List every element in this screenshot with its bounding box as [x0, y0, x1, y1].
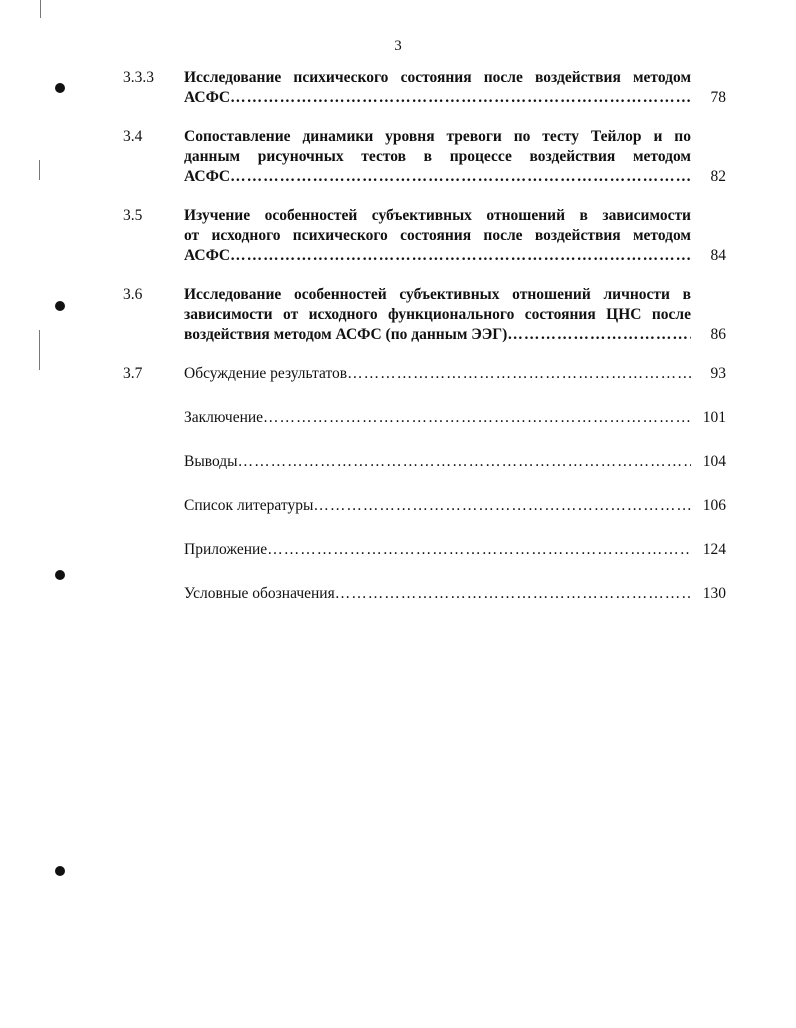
toc-page-number: 86 [710, 326, 726, 343]
toc-page-number: 84 [710, 247, 726, 264]
toc-title-line [184, 246, 691, 266]
binder-hole-mark [55, 301, 65, 311]
toc-entry-number: 3.3.3 [123, 69, 154, 86]
toc-title-line: Изучение особенностей субъективных отношений в зависимости [184, 207, 691, 224]
toc-title-line [184, 584, 691, 604]
toc-page-number: 93 [710, 365, 726, 382]
toc-title-line [184, 540, 691, 560]
toc-title-line: данным рисуночных тестов в процессе воздействия методом [184, 148, 691, 165]
binder-hole-mark [55, 570, 65, 580]
toc-page-number: 124 [702, 541, 726, 558]
toc-title-line: Исследование психического состояния после воздействия методом [184, 69, 691, 86]
toc-title-text: Приложение [184, 541, 268, 558]
toc-title-line [184, 496, 691, 516]
scan-edge-line [39, 330, 40, 370]
dot-leader [507, 325, 691, 345]
dot-leader [267, 540, 691, 560]
dot-leader [335, 584, 691, 604]
toc-entry-number: 3.4 [123, 128, 143, 145]
toc-title-text: АСФС [184, 247, 231, 264]
toc-page-number: 78 [710, 89, 726, 106]
scan-edge-line [39, 160, 40, 180]
binder-hole-mark [55, 83, 65, 93]
toc-title-text: Выводы [184, 453, 238, 470]
dot-leader [347, 364, 691, 384]
toc-entry-number: 3.7 [123, 365, 143, 382]
toc-title-line [184, 325, 691, 345]
toc-title-text: АСФС [184, 168, 231, 185]
scan-edge-line [40, 0, 41, 18]
toc-title-line [184, 364, 691, 384]
dot-leader [238, 452, 691, 472]
toc-page-number: 101 [702, 409, 726, 426]
toc-title-line: Сопоставление динамики уровня тревоги по тесту Тейлор и по [184, 128, 691, 145]
toc-title-line: от исходного психического состояния после воздействия методом [184, 227, 691, 244]
toc-title-text: Обсуждение результатов [184, 365, 348, 382]
toc-page-number: 130 [702, 585, 726, 602]
toc-title-line [184, 452, 691, 472]
dot-leader [230, 88, 691, 108]
dot-leader [263, 408, 691, 428]
dot-leader [230, 246, 691, 266]
toc-page-number: 82 [710, 168, 726, 185]
toc-title-line [184, 167, 691, 187]
toc-title-line: Исследование особенностей субъективных отношений личности в [184, 286, 691, 303]
toc-entry-number: 3.6 [123, 286, 143, 303]
binder-hole-mark [55, 866, 65, 876]
dot-leader [230, 167, 691, 187]
toc-title-line [184, 408, 691, 428]
toc-title-line [184, 88, 691, 108]
page-number: 3 [394, 38, 402, 54]
dot-leader [313, 496, 691, 516]
toc-page-number: 104 [702, 453, 726, 470]
toc-entry-number: 3.5 [123, 207, 143, 224]
toc-page-number: 106 [702, 497, 726, 514]
toc-title-line: зависимости от исходного функционального состояния ЦНС после [184, 306, 691, 323]
toc-title-text: Список литературы [184, 497, 314, 514]
toc-title-text: АСФС [184, 89, 231, 106]
toc-title-text: воздействия методом АСФС (по данным ЭЭГ) [184, 326, 508, 343]
toc-title-text: Условные обозначения [184, 585, 335, 602]
toc-title-text: Заключение [184, 409, 264, 426]
